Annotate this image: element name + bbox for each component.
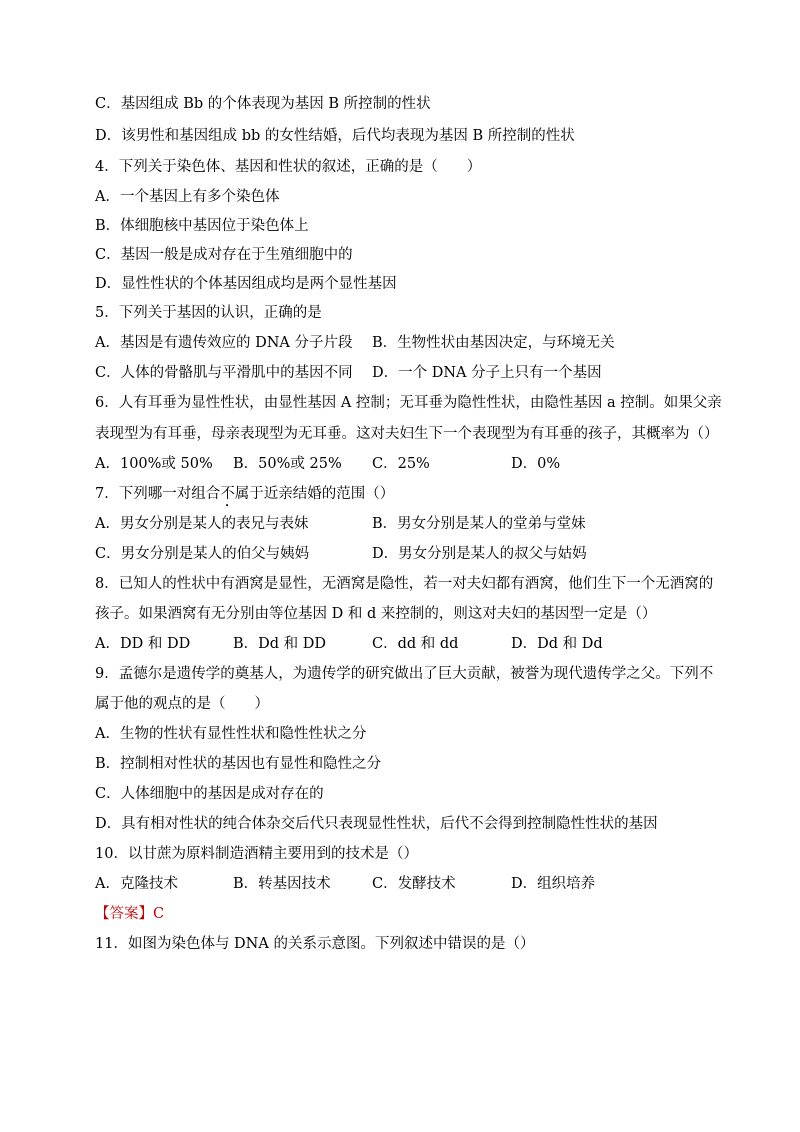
- q7-text-start: 7．下列哪一对组合: [95, 486, 221, 502]
- q6-option-c: C．25%: [372, 456, 430, 472]
- q10-option-a: A．克隆技术: [95, 876, 178, 892]
- q10-option-d: D．组织培养: [511, 876, 596, 892]
- question-10: 10．以甘蔗为原料制造酒精主要用到的技术是（）: [95, 846, 418, 862]
- question-7: [95, 484, 394, 510]
- q7-option-a: A．男女分别是某人的表兄与表妹: [95, 516, 309, 532]
- q7-option-c: C．男女分别是某人的伯父与姨妈: [95, 546, 310, 562]
- q4-option-a: A．一个基因上有多个染色体: [95, 189, 280, 205]
- q8-option-a: A．DD 和 DD: [95, 636, 191, 652]
- question-9-line-2: 属于他的观点的是（ ）: [95, 696, 269, 712]
- question-8-line-1: 8．已知人的性状中有酒窝是显性，无酒窝是隐性，若一对夫妇都有酒窝，他们生下一个无酒窝的: [95, 576, 714, 592]
- q3-option-d: D．该男性和基因组成 bb 的女性结婚，后代均表现为基因 B 所控制的性状: [95, 128, 575, 144]
- q6-option-b: B．50%或 25%: [233, 456, 342, 472]
- q9-option-a: A．生物的性状有显性性状和隐性性状之分: [95, 726, 367, 742]
- q10-option-c: C．发酵技术: [372, 876, 456, 892]
- q7-emphasis: 不: [220, 486, 235, 502]
- q8-option-d: D．Dd 和 Dd: [511, 636, 603, 652]
- question-11: 11．如图为染色体与 DNA 的关系示意图。下列叙述中错误的是（）: [95, 936, 535, 952]
- q4-option-b: B．体细胞核中基因位于染色体上: [95, 218, 309, 234]
- q9-option-b: B．控制相对性状的基因也有显性和隐性之分: [95, 756, 382, 772]
- q7-option-d: D．男女分别是某人的叔父与姑妈: [372, 546, 587, 562]
- q5-option-c: C．人体的骨骼肌与平滑肌中的基因不同: [95, 365, 353, 381]
- q4-option-c: C．基因一般是成对存在于生殖细胞中的: [95, 247, 353, 263]
- question-6-line-1: 6．人有耳垂为显性性状，由显性基因 A 控制；无耳垂为隐性性状，由隐性基因 a 控制。如果父亲: [95, 395, 722, 411]
- q5-option-b: B．生物性状由基因决定，与环境无关: [372, 335, 615, 351]
- question-9-line-1: 9．孟德尔是遗传学的奠基人，为遗传学的研究做出了巨大贡献，被誉为现代遗传学之父。下列不: [95, 666, 714, 682]
- question-5: 5．下列关于基因的认识，正确的是: [95, 305, 322, 321]
- question-8-line-2: 孩子。如果酒窝有无分别由等位基因 D 和 d 来控制的，则这对夫妇的基因型一定是（）: [95, 606, 657, 622]
- q6-option-d: D．0%: [511, 456, 561, 472]
- question-6-line-2: 表现型为有耳垂，母亲表现型为无耳垂。这对夫妇生下一个表现型为有耳垂的孩子，其概率为（）: [95, 426, 719, 442]
- q7-text-end: 属于近亲结婚的范围（）: [234, 486, 395, 502]
- q3-option-c: C．基因组成 Bb 的个体表现为基因 B 所控制的性状: [95, 96, 431, 112]
- q9-option-c: C．人体细胞中的基因是成对存在的: [95, 786, 324, 802]
- answer-label: 【答案】C: [95, 906, 165, 922]
- q5-option-a: A．基因是有遗传效应的 DNA 分子片段: [95, 335, 353, 351]
- q8-option-c: C．dd 和 dd: [372, 636, 459, 652]
- q7-option-b: B．男女分别是某人的堂弟与堂妹: [372, 516, 586, 532]
- q4-option-d: D．显性性状的个体基因组成均是两个显性基因: [95, 276, 397, 292]
- q8-option-b: B．Dd 和 DD: [233, 636, 327, 652]
- q10-option-b: B．转基因技术: [233, 876, 331, 892]
- q5-option-d: D．一个 DNA 分子上只有一个基因: [372, 365, 602, 381]
- q6-option-a: A．100%或 50%: [95, 456, 213, 472]
- q9-option-d: D．具有相对性状的纯合体杂交后代只表现显性性状，后代不会得到控制隐性性状的基因: [95, 816, 658, 832]
- question-4: 4．下列关于染色体、基因和性状的叙述，正确的是（ ）: [95, 159, 482, 175]
